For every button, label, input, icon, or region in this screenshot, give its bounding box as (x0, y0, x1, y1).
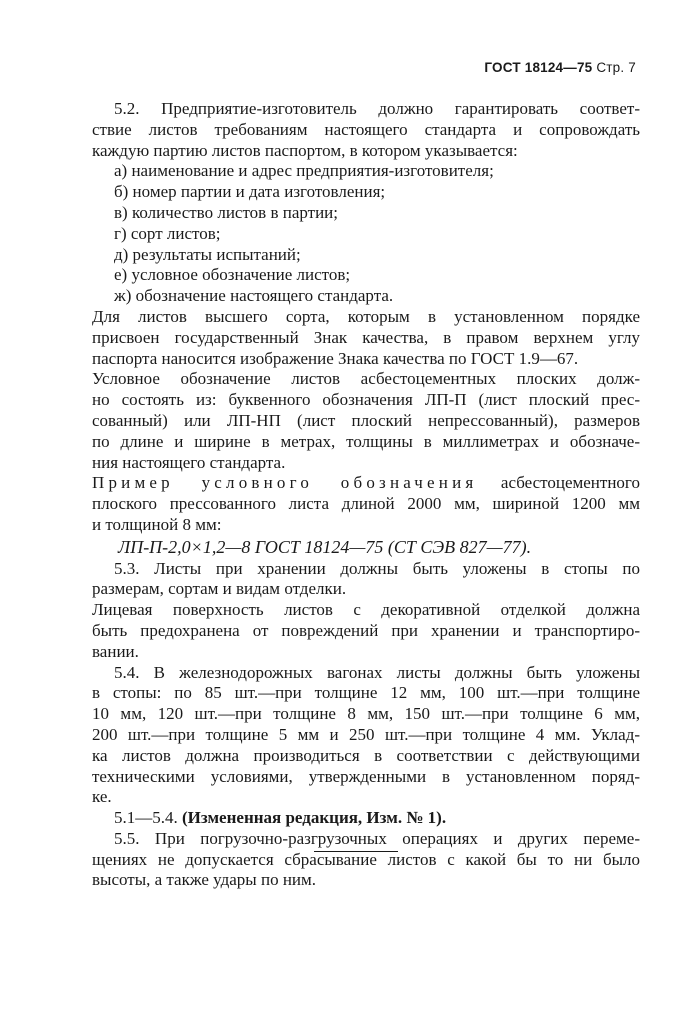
page-header (484, 60, 636, 75)
example-label-rest: асбестоцементного (477, 473, 640, 493)
page-number: Стр. 7 (596, 60, 636, 75)
text-line: техническими условиями, утвержденными в установленном поряд- (92, 766, 640, 786)
designation-formula: ЛП-П-2,0×1,2—8 ГОСТ 18124—75 (СТ СЭВ 827—77). (118, 536, 532, 557)
text-line: Для листов высшего сорта, которым в установленном порядке (92, 306, 640, 326)
text-line: 200 шт.—при толщине 5 мм и 250 шт.—при толщине 4 мм. Уклад- (92, 724, 640, 744)
text-line: щениях не допускается сбрасывание листов с какой бы то ни было (92, 849, 640, 869)
text-line: быть предохранена от повреждений при хранении и транспортиро- (92, 620, 640, 640)
text-line: присвоен государственный Знак качества, в правом верхнем углу (92, 327, 640, 347)
document-body (92, 99, 640, 891)
paragraph-face-surface (92, 600, 640, 662)
list-item: г) сорт листов; (114, 223, 221, 243)
list-item: д) результаты испытаний; (114, 244, 301, 264)
list-item: б) номер партии и дата изготовления; (114, 182, 386, 202)
amendment-text: (Измененная редакция, Изм. № 1). (182, 808, 447, 828)
text-line: и толщиной 8 мм: (92, 514, 222, 534)
text-line (92, 473, 640, 494)
list-item: ж) обозначение настоящего стандарта. (114, 286, 394, 306)
list-item: в) количество листов в партии; (114, 202, 338, 222)
text-line: плоского прессованного листа длиной 2000 мм, шириной 1200 мм (92, 494, 640, 514)
standard-number: ГОСТ 18124—75 (484, 60, 593, 75)
text-line: ке. (92, 787, 112, 807)
text-line: каждую партию листов паспортом, в котором указывается: (92, 140, 518, 160)
text-line: в стопы: по 85 шт.—при толщине 12 мм, 100 шт.—при толщине (92, 683, 640, 703)
text-line: 5.5. При погрузочно-разгрузочных операциях и других переме- (114, 828, 640, 848)
paragraph-5-3 (92, 559, 640, 601)
list-item: а) наименование и адрес предприятия-изготовителя; (114, 161, 494, 181)
amendment-note (92, 808, 640, 829)
text-line: сованный) или ЛП-НП (лист плоский непрессованный), размеров (92, 410, 640, 430)
text-line: ка листов должна производиться в соответствии с действующими (92, 745, 640, 765)
passport-items-list (92, 161, 640, 307)
end-rule (314, 851, 398, 852)
text-line: но состоять из: буквенного обозначения ЛП-П (лист плоский прес- (92, 390, 640, 410)
text-line: Лицевая поверхность листов с декоративной отделкой должна (92, 600, 640, 620)
text-line: 10 мм, 120 шт.—при толщине 8 мм, 150 шт.—при толщине 6 мм, (92, 704, 640, 724)
text-line: ствие листов требованиям настоящего стандарта и сопровождать (92, 119, 640, 139)
text-line: высоты, а также удары по ним. (92, 870, 317, 890)
text-line: вании. (92, 641, 139, 661)
text-line: 5.2. Предприятие-изготовитель должно гарантировать соответ- (114, 99, 640, 118)
amendment-range: 5.1—5.4. (114, 808, 182, 828)
text-line: по длине и ширине в метрах, толщины в миллиметрах и обозначе- (92, 431, 640, 451)
text-line: 5.4. В железнодорожных вагонах листы должны быть уложены (114, 662, 640, 682)
paragraph-5-5 (92, 829, 640, 891)
list-item: е) условное обозначение листов; (114, 265, 351, 285)
paragraph-designation (92, 369, 640, 473)
text-line: ния настоящего стандарта. (92, 452, 286, 472)
text-line: паспорта наносится изображение Знака качества по ГОСТ 1.9—67. (92, 348, 579, 368)
paragraph-quality-mark (92, 307, 640, 369)
paragraph-5-2 (92, 99, 640, 161)
text-line (92, 808, 640, 829)
paragraph-example (92, 473, 640, 557)
paragraph-5-4 (92, 663, 640, 809)
text-line: размерам, сортам и видам отделки. (92, 579, 347, 599)
text-line: Условное обозначение листов асбестоцементных плоских долж- (92, 369, 640, 389)
text-line: 5.3. Листы при хранении должны быть уложены в стопы по (114, 558, 640, 578)
example-label: Пример условного обозначения (92, 473, 478, 493)
